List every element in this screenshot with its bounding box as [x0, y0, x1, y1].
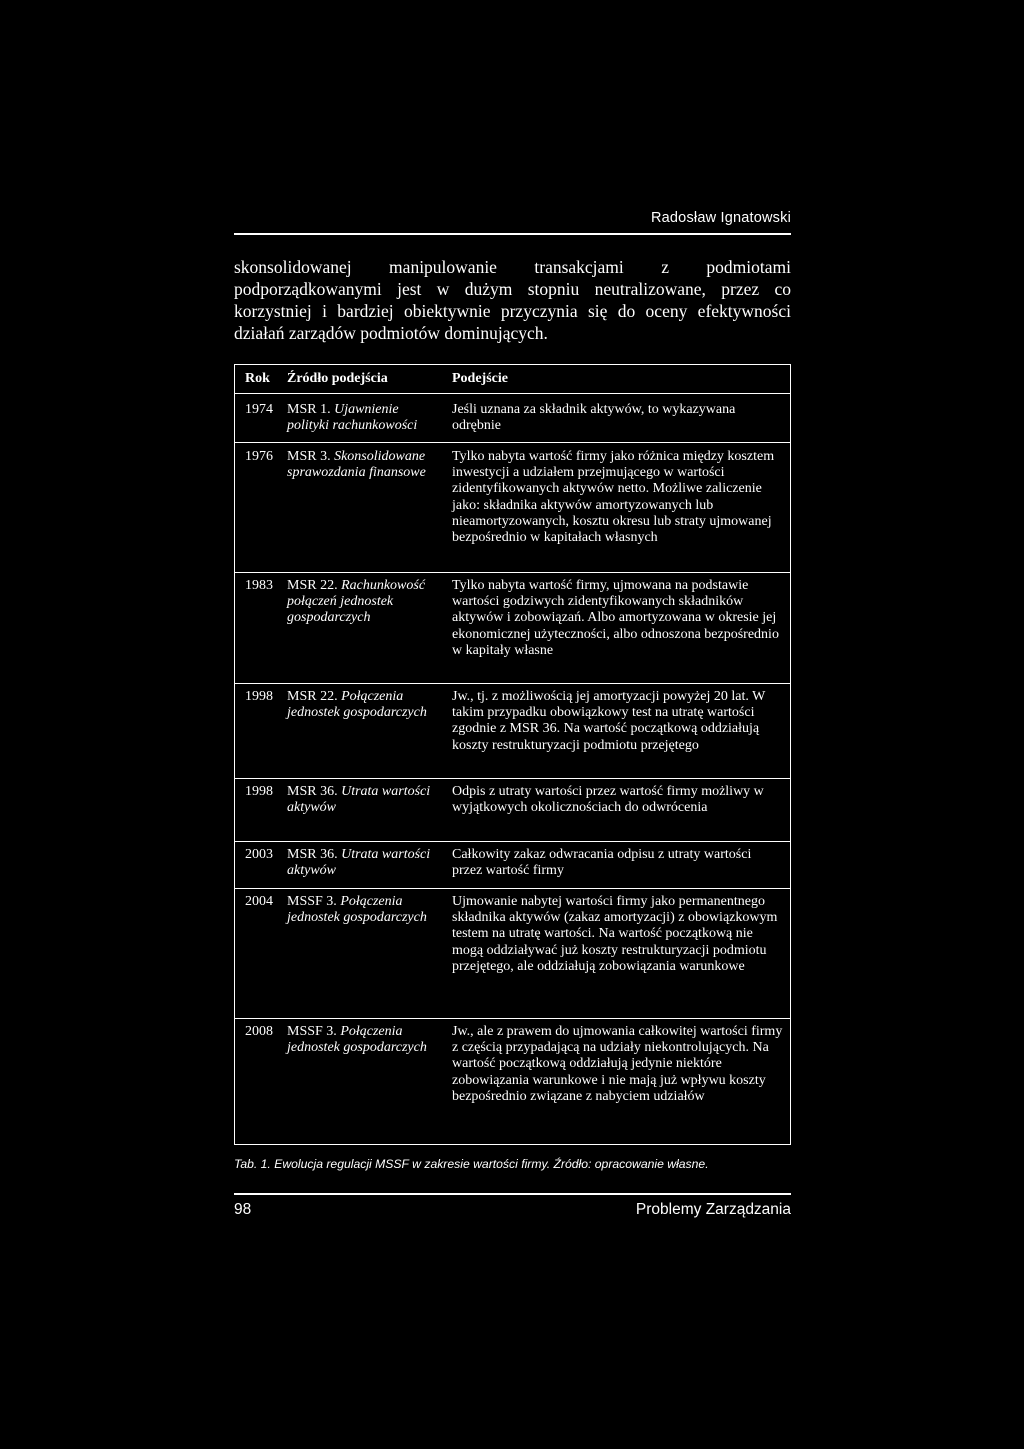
footer-rule — [234, 1193, 791, 1195]
cell-approach: Odpis z utraty wartości przez wartość firmy możliwy w wyjątkowych okolicznościach do odwrócenia — [452, 784, 764, 816]
document-page — [234, 0, 791, 1449]
table-row — [235, 889, 790, 1019]
cell-year: 2008 — [245, 1024, 273, 1039]
cell-year: 2003 — [245, 847, 273, 862]
source-code: MSSF 3. — [287, 1024, 337, 1039]
source-title: Rachunkowość połączeń jednostek gospodarczych — [287, 578, 426, 626]
intro-paragraph: skonsolidowanej manipulowanie transakcjami z podmiotami podporządkowanymi jest w dużym stopniu neutralizowane, przez co korzystniej i bardziej obiektywnie przyczynia się do oceny efektywności działań zarządów podmiotów dominujących. — [234, 257, 791, 343]
cell-year: 2004 — [245, 894, 273, 909]
source-code: MSR 36. — [287, 784, 338, 799]
source-title: Utrata wartości aktywów — [287, 784, 431, 816]
cell-source — [287, 402, 442, 434]
table-caption: Tab. 1. Ewolucja regulacji MSSF w zakresie wartości firmy. Źródło: opracowanie własne. — [234, 1157, 709, 1171]
header-rule — [234, 233, 791, 235]
source-title: Utrata wartości aktywów — [287, 847, 431, 879]
cell-source — [287, 689, 442, 721]
running-head-author: Radosław Ignatowski — [650, 210, 791, 226]
source-code: MSR 22. — [287, 578, 338, 593]
cell-year: 1976 — [245, 449, 273, 464]
regulation-table — [234, 364, 791, 1145]
journal-name: Problemy Zarządzania — [635, 1201, 791, 1218]
source-code: MSR 22. — [287, 689, 338, 704]
cell-year: 1983 — [245, 578, 273, 593]
source-title: Połączenia jednostek gospodarczych — [287, 894, 427, 926]
cell-approach: Jeśli uznana za składnik aktywów, to wykazywana odrębnie — [452, 402, 736, 434]
source-title: Skonsolidowane sprawozdania finansowe — [287, 449, 426, 481]
cell-approach: Jw., tj. z możliwością jej amortyzacji powyżej 20 lat. W takim przypadku obowiązkowy test na utratę wartości zgodnie z MSR 36. Na wartość początkową oddziałują koszty restrukturyzacji podmiotu przejętego — [452, 689, 766, 753]
cell-year: 1974 — [245, 402, 273, 417]
source-code: MSR 1. — [287, 402, 331, 417]
cell-source — [287, 784, 442, 816]
cell-source — [287, 1024, 442, 1056]
source-code: MSR 36. — [287, 847, 338, 862]
cell-approach: Tylko nabyta wartość firmy jako różnica między kosztem inwestycji a udziałem przejmującego w wartości zidentyfikowanych aktywów netto. Możliwe zaliczenie jako: składnika aktywów amortyzowanych lub nieamortyzowanych, kosztu okresu lub straty ujmowanej bezpośrednio w kapitałach własnych — [452, 449, 775, 546]
column-header-year: Rok — [245, 371, 270, 386]
cell-source — [287, 578, 442, 627]
column-header-source: Źródło podejścia — [287, 371, 388, 386]
cell-year: 1998 — [245, 689, 273, 704]
table-header — [235, 365, 790, 394]
cell-source — [287, 449, 442, 481]
table-row — [235, 393, 790, 443]
cell-approach: Ujmowanie nabytej wartości firmy jako permanentnego składnika aktywów (zakaz amortyzacji) z obowiązkowym testem na utratę wartości. Na wartość początkową nie mogą oddziaływać już koszty restrukturyzacji podmiotu przejętego, ale oddziałują zobowiązania warunkowe — [452, 894, 778, 974]
cell-approach: Jw., ale z prawem do ujmowania całkowitej wartości firmy z częścią przypadającą na udziały niekontrolujących. Na wartość początkową oddziałują jedynie niektóre zobowiązania warunkowe i nie mają już wpływu koszty bezpośrednio związane z nabyciem udziałów — [452, 1024, 783, 1104]
table-row — [235, 443, 790, 573]
source-code: MSSF 3. — [287, 894, 337, 909]
table-row — [235, 684, 790, 779]
cell-source — [287, 847, 442, 879]
cell-approach: Tylko nabyta wartość firmy, ujmowana na podstawie wartości godziwych zidentyfikowanych składników aktywów i zobowiązań. Albo amortyzowana w okresie jej ekonomicznej użyteczności, albo odnoszona bezpośrednio w kapitały własne — [452, 578, 779, 658]
table-row — [235, 842, 790, 889]
source-title: Połączenia jednostek gospodarczych — [287, 689, 427, 721]
source-title: Ujawnienie polityki rachunkowości — [287, 402, 418, 434]
cell-year: 1998 — [245, 784, 273, 799]
column-header-approach: Podejście — [452, 371, 508, 386]
cell-approach: Całkowity zakaz odwracania odpisu z utraty wartości przez wartość firmy — [452, 847, 752, 879]
page-number: 98 — [234, 1201, 252, 1218]
table-row — [235, 573, 790, 684]
table-row — [235, 779, 790, 842]
source-code: MSR 3. — [287, 449, 331, 464]
table-row — [235, 1019, 790, 1144]
cell-source — [287, 894, 442, 926]
source-title: Połączenia jednostek gospodarczych — [287, 1024, 427, 1056]
